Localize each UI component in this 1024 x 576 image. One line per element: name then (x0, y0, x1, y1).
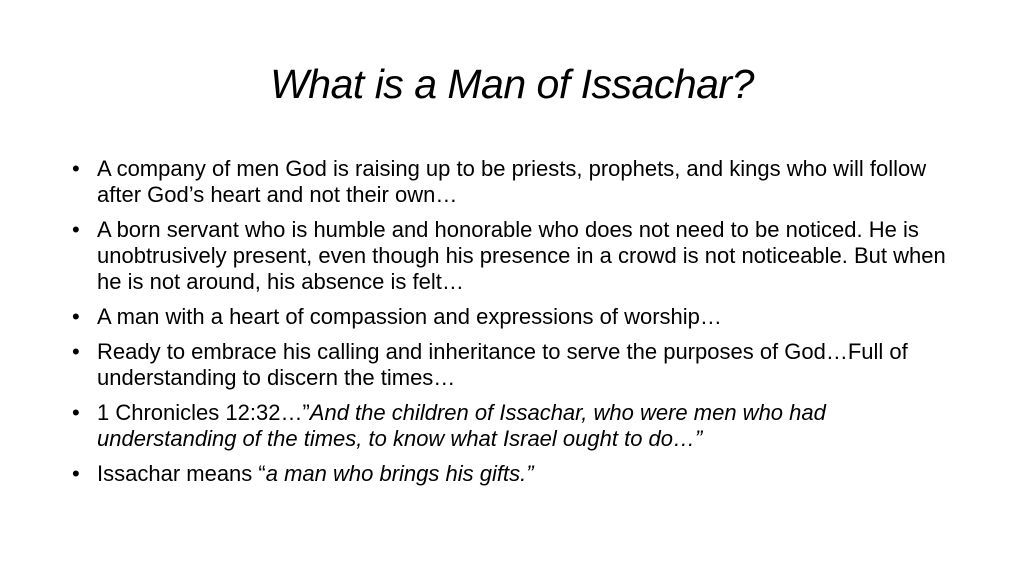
name-meaning: a man who brings his gifts.” (265, 461, 534, 486)
bullet-text: Ready to embrace his calling and inheritance to serve the purposes of God…Full of understanding to discern the times… (97, 339, 908, 390)
bullet-item (72, 304, 952, 330)
slide-title: What is a Man of Issachar? (270, 61, 754, 107)
bullet-text: Issachar means “ (97, 461, 266, 486)
bullet-icon: • (72, 400, 80, 425)
bullet-item (72, 461, 952, 487)
bullet-icon: • (72, 304, 80, 329)
bullet-item (72, 156, 952, 208)
bullet-text: A company of men God is raising up to be priests, prophets, and kings who will follow after God’s heart and not their own… (97, 156, 927, 207)
bullet-icon: • (72, 156, 80, 181)
bullet-text: A man with a heart of compassion and expressions of worship… (97, 304, 722, 329)
bullet-icon: • (72, 461, 80, 486)
bullet-list (72, 156, 952, 496)
bullet-icon: • (72, 217, 80, 242)
bullet-icon: • (72, 339, 80, 364)
bullet-item (72, 217, 952, 295)
bullet-text: A born servant who is humble and honorable who does not need to be noticed. He is unobtrusively present, even though his presence in a crowd is not noticeable. But when he is not around, his absence is felt… (97, 217, 946, 294)
scripture-quote: And the children of Issachar, who were men who had understanding of the times, to know what Israel ought to do…” (97, 400, 826, 451)
bullet-item (72, 339, 952, 391)
bullet-item (72, 400, 952, 452)
bullet-text: 1 Chronicles 12:32…” (97, 400, 310, 425)
